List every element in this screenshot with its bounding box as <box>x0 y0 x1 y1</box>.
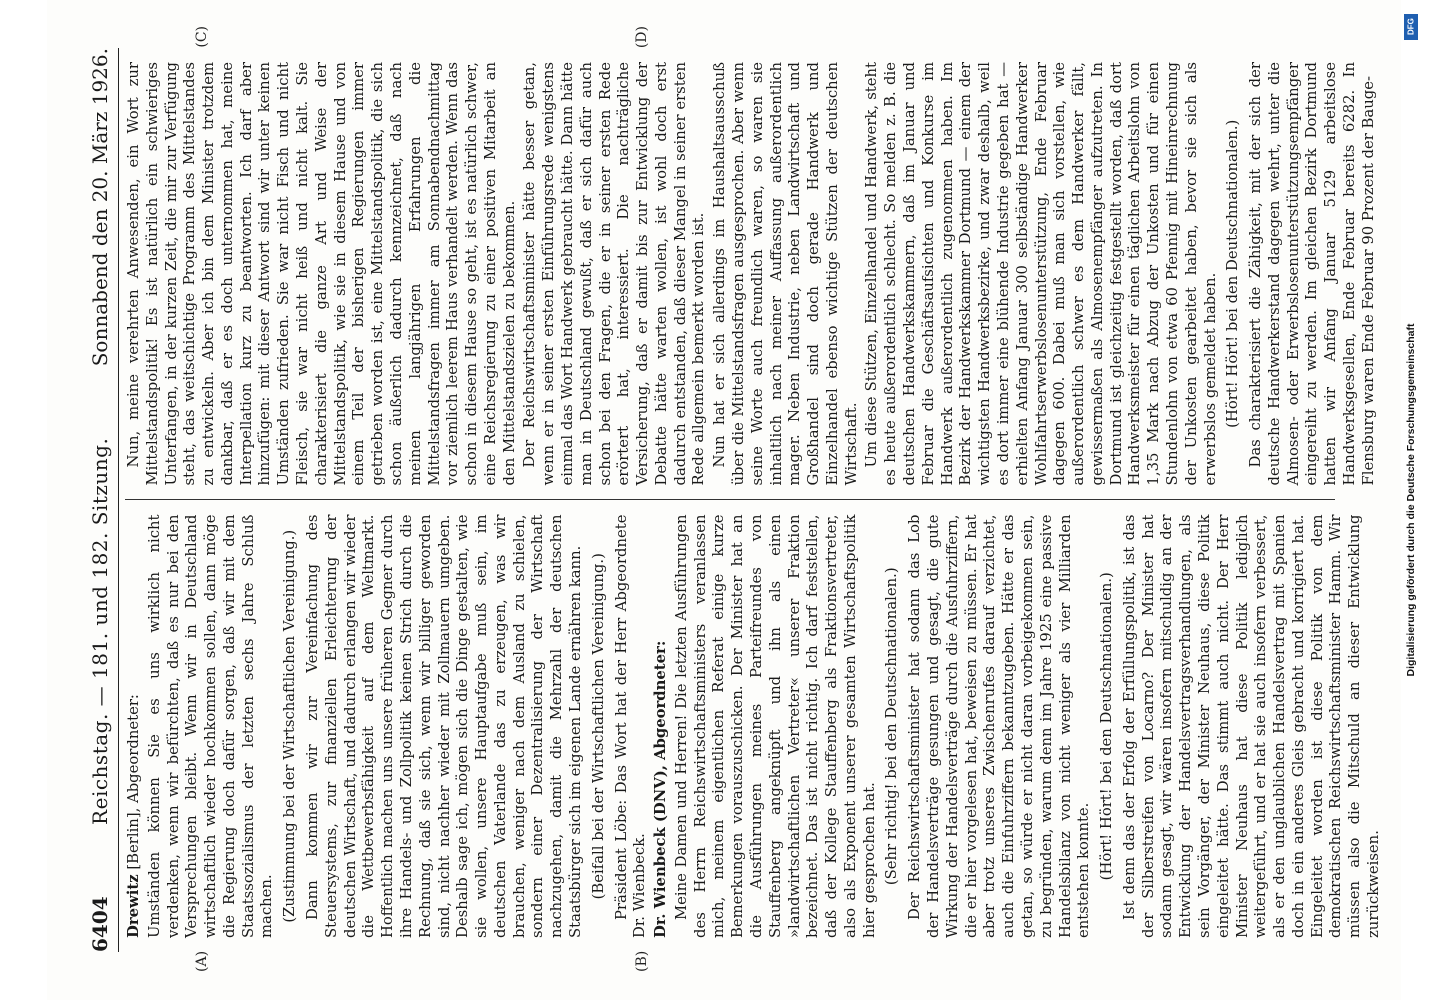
paragraph: Der Reichswirtschaftsminister hat sodann das Lob der Handelsverträge gesungen und gesagt, die gute Wirkung der Handelsverträge durch die Ausfuhrziffern, die er hier vorgelesen hat, beweisen zu müssen. Er hat aber trotz unseres Zwischenrufes darauf verzichtet, auch die Einfuhrziffern bekanntzugeben. Hätte er das getan, so würde er nicht daran vorbeigekommen sein, zu begründen, warum denn im Jahre 1925 eine passive Handelsbilanz von nicht weniger als vier Milliarden entstehen konnte. <box>906 514 1093 938</box>
scanned-page <box>47 0 1401 1000</box>
paragraph: Nun, meine verehrten Anwesenden, ein Wort zur Mittelstandspolitik! Es ist natürlich ein schwieriges Unterfangen, in der kurzen Zeit, die mir zur Verfügung steht, das weitschichtige Programm des Mittelstandes zu entwickeln. Aber ich bin dem Minister trotzdem dankbar, daß er es doch unternommen hat, meine Interpellation kurz zu beantworten. Ich darf aber hinzufügen: mit dieser Antwort sind wir unter keinen Umständen zufrieden. Sie war nicht Fisch und nicht Fleisch, sie war nicht heiß und nicht kalt. Sie charakterisiert die ganze Art und Weise der Mittelstandspolitik, wie sie in diesem Hause und von einem Teil der bisherigen Regierungen immer getrieben worden ist, eine Mittelstandspolitik, die sich schon äußerlich dadurch kennzeichnet, daß nach meinen langjährigen Erfahrungen die Mittelstandsfragen immer am Sonnabendnachmittag vor ziemlich leerem Haus verhandelt werden. Wenn das schon in diesem Hause so geht, ist es natürlich schwer, eine Reichsregierung zu einer positiven Mitarbeit an den Mittelstandszielen zu bekommen. <box>125 62 518 486</box>
session-date: Sonnabend den 20. März 1926. <box>88 48 112 367</box>
speaker-place: [Berlin], Abgeordneter: <box>125 694 142 870</box>
text-columns <box>125 48 1382 952</box>
dfg-credit-text: Digitalisierung gefördert durch die Deutsche Forschungsgemeinschaft <box>1404 323 1417 677</box>
dfg-logo: DFG <box>1404 14 1418 40</box>
session-title: Reichstag. — 181. und 182. Sitzung. <box>88 437 112 825</box>
speaker-continuation <box>125 515 144 939</box>
speaker-intro <box>652 515 671 939</box>
speaker-name: Drewitz <box>125 874 142 938</box>
margin-letter-c: (C) <box>194 26 210 48</box>
paragraph: Ist denn das der Erfolg der Erfüllungspolitik, ist das der Silberstreifen von Locarno? Der Minister hat sodann gesagt, wir wären insofern mitschuldig an der Entwicklung der Handelsvertragsverhandlungen, als sein Vorgänger, der Minister Neuhaus, diese Politik eingeleitet hätte. Das stimmt auch nicht. Der Herr Minister Neuhaus hat diese Politik lediglich weitergeführt, und er hat sie auch insofern verbessert, als er den unglaublichen Handelsvertrag mit Spanien doch in ein anderes Gleis gebracht und korrigiert hat. Eingeleitet worden ist diese Politik von dem demokratischen Reichswirtschaftsminister Hamm. Wir müssen also die Mitschuld an dieser Entwicklung zurückweisen. <box>1120 514 1382 938</box>
paragraph: Der Reichswirtschaftsminister hätte besser getan, wenn er in seiner ersten Einführungsrede wenigstens einmal das Wort Handwerk gebraucht hätte. Dann hätte man in Deutschland gewußt, daß er sich dafür auch schon bei den Fragen, die er in seiner ersten Rede erörtert hat, interessiert. Die nachträgliche Versicherung, daß er damit bis zur Entwicklung der Debatte hätte warten wollen, ist wohl doch erst dadurch entstanden, daß dieser Mangel in seiner ersten Rede allgemein bemerkt worden ist. <box>521 62 708 486</box>
rotated-sheet <box>74 26 1382 972</box>
paragraph: Um diese Stützen, Einzelhandel und Handwerk, steht es heute außerordentlich schlecht. So melden z. B. die deutschen Handwerkskammern, daß im Januar und Februar die Geschäftsaufsichten und Konkurse im Handwerk außerordentlich zugenommen haben. Im Bezirk der Handwerkskammer Dortmund — einem der wichtigsten Handwerksbezirke, und zwar deshalb, weil es dort immer eine blühende Industrie gegeben hat — erhielten Anfang Januar 300 selbständige Handwerker Wohlfahrtserwerbslosenunterstützung, Ende Februar dagegen 600. Dabei muß man sich vorstellen, wie außerordentlich schwer es dem Handwerker fällt, gewissermaßen als Almosenempfänger aufzutreten. In Dortmund ist gleichzeitig festgestellt worden, daß dort Handwerksmeister für einen täglichen Arbeitslohn von 1,35 Mark nach Abzug der Unkosten und für einen Stundenlohn von etwa 60 Pfennig mit Hineinrechnung der Unkosten gearbeitet haben, bevor sie sich als erwerbslos gemeldet haben. <box>863 62 1219 486</box>
margin-letter-b: (B) <box>634 950 650 972</box>
speaker-name: Dr. Wienbeck (DNV), Abgeordneter: <box>652 640 670 938</box>
column-right <box>125 48 1377 501</box>
paragraph: Dann kommen wir zur Vereinfachung des Steuersystems, zur finanziellen Erleichterung der deutschen Wirtschaft, und dadurch erlangen wir wieder die Wettbewerbsfähigkeit auf dem Weltmarkt. Hoffentlich machen uns unsere früheren Gegner durch ihre Handels- und Zollpolitik keinen Strich durch die Rechnung, daß sie sich, wenn wir billiger geworden sind, nicht nachher wieder mit Zollmauern umgeben. Deshalb sage ich, mögen sich die Dinge gestalten, wie sie wollen, unsere Hauptaufgabe muß sein, im deutschen Vaterlande das zu erzeugen, was wir brauchen, weniger nach dem Ausland zu schielen, sondern einer Dezentralisierung der Wirtschaft nachzugehen, damit die Mehrzahl der deutschen Staatsbürger sich im eigenen Lande ernähren kann. <box>304 514 584 938</box>
president-remark: Präsident Löbe: Das Wort hat der Herr Abgeordnete Dr. Wienbeck. <box>612 514 649 938</box>
interjection: (Hört! Hört! bei den Deutschnationalen.) <box>1098 572 1116 881</box>
column-left <box>125 501 1382 953</box>
page-header <box>88 48 119 952</box>
margin-letter-a: (A) <box>194 950 210 972</box>
dfg-credit-strip <box>1387 0 1434 1000</box>
paragraph: Meine Damen und Herren! Die letzten Ausführungen des Herrn Reichswirtschaftsministers veranlassen mich, meinem eigentlichen Referat einige kurze Bemerkungen vorauszuschicken. Der Minister hat an die Ausführungen meines Parteifreundes von Stauffenberg angeknüpft und ihn als einen »landwirtschaftlichen Vertreter« unserer Fraktion bezeichnet. Das ist nicht richtig. Ich darf feststellen, daß der Kollege Stauffenberg als Fraktionsvertreter, also als Exponent unserer gesamten Wirtschaftspolitik hier gesprochen hat. <box>672 514 878 938</box>
page-number: 6404 <box>88 896 112 952</box>
interjection: (Beifall bei der Wirtschaftlichen Vereinigung.) <box>589 553 607 900</box>
paragraph: Nun hat er sich allerdings im Haushaltsausschuß über die Mittelstandsfragen ausgesprochen. Aber wenn seine Worte auch freundlich waren, so waren sie inhaltlich nach meiner Auffassung außerordentlich mager. Neben Industrie, neben Landwirtschaft und Großhandel sind doch gerade Handwerk und Einzelhandel ebenso wichtige Stützen der deutschen Wirtschaft. <box>711 62 860 486</box>
margin-letter-d: (D) <box>634 26 650 49</box>
interjection: (Hört! Hört! bei den Deutschnationalen.) <box>1224 119 1242 428</box>
paragraph: Das charakterisiert die Zähigkeit, mit der sich der deutsche Handwerkerstand dagegen wehrt, unter die Almosen- oder Erwerbslosenunterstützungsempfänger eingereiht zu werden. Im gleichen Bezirk Dortmund hatten wir Anfang Januar 5129 arbeitslose Handwerksgesellen, Ende Februar bereits 6282. In Flensburg waren Ende Februar 90 Prozent der Bauge- <box>1247 62 1377 486</box>
interjection: (Zustimmung bei der Wirtschaftlichen Vereinigung.) <box>281 529 299 923</box>
paragraph: Umständen können Sie es uns wirklich nicht verdenken, wenn wir befürchten, daß es nur bei den Versprechungen bleibt. Wenn wir in Deutschland wirtschaftlich wieder hochkommen sollen, dann möge die Regierung doch dafür sorgen, daß wir mit dem Staatssozialismus der letzten sechs Jahre Schluß machen. <box>145 514 276 938</box>
interjection: (Sehr richtig! bei den Deutschnationalen.) <box>883 567 901 886</box>
